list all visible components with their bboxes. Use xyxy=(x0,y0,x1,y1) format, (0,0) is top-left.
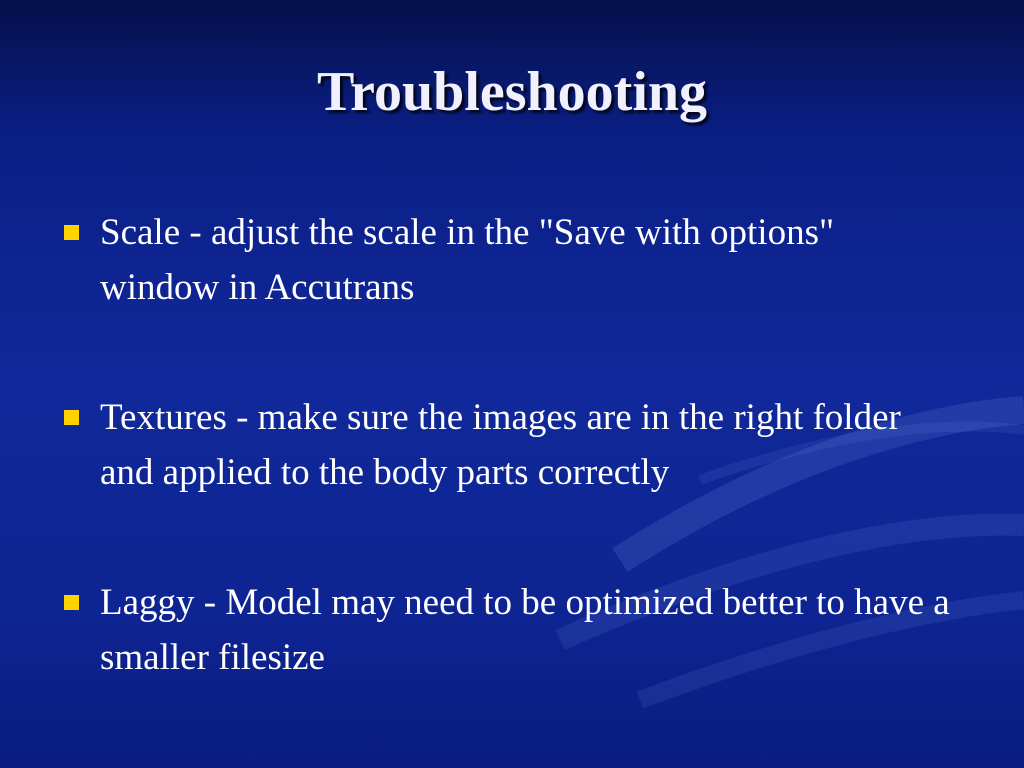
bullet-text: Laggy - Model may need to be optimized better to have a smaller filesize xyxy=(100,582,950,678)
square-bullet-icon xyxy=(64,595,79,610)
bullet-list xyxy=(62,205,962,685)
bullet-text: Textures - make sure the images are in the right folder and applied to the body parts correctly xyxy=(100,397,901,493)
bullet-item-textures xyxy=(62,390,962,500)
bullet-text: Scale - adjust the scale in the "Save with options" window in Accutrans xyxy=(100,212,835,308)
square-bullet-icon xyxy=(64,410,79,425)
bullet-item-scale xyxy=(62,205,962,315)
slide-title: Troubleshooting xyxy=(316,61,708,123)
bullet-item-laggy xyxy=(62,575,962,685)
square-bullet-icon xyxy=(64,225,79,240)
